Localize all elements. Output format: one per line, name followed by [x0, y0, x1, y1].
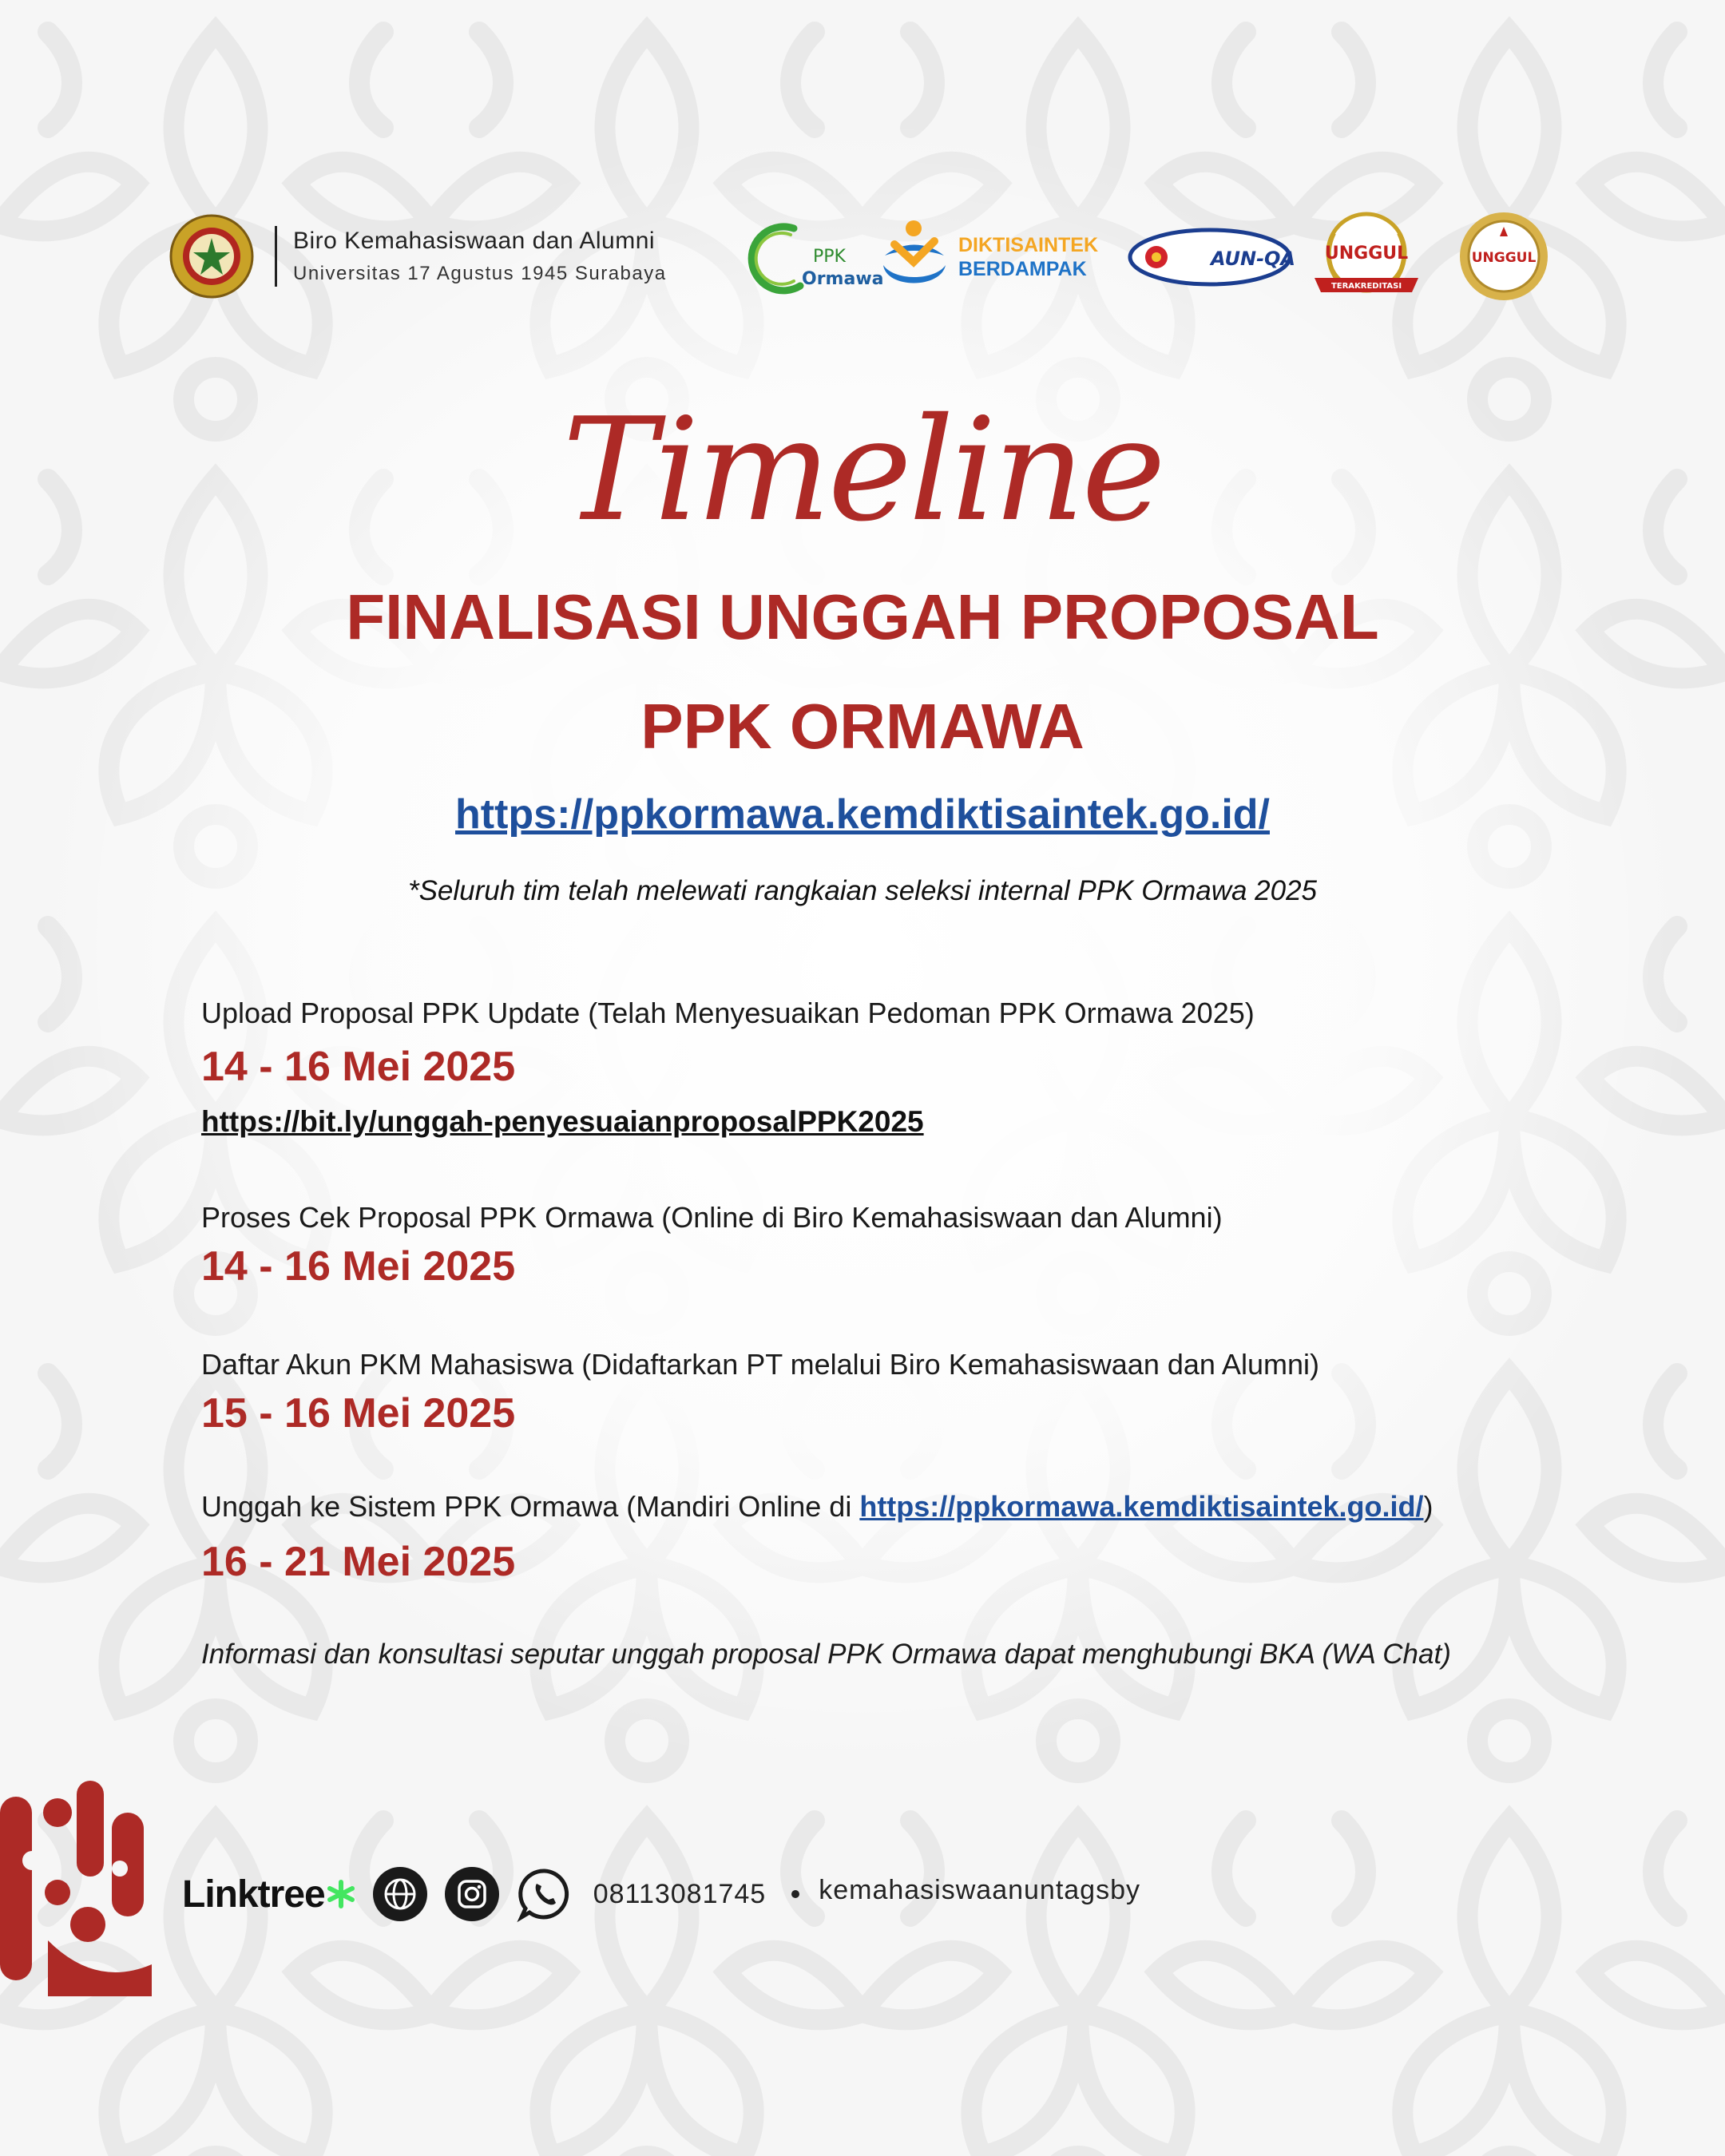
main-title-line1: FINALISASI UNGGAH PROPOSAL — [346, 581, 1379, 652]
university-block — [169, 214, 667, 299]
timeline-item-date: 14 - 16 Mei 2025 — [201, 1044, 516, 1090]
whatsapp-icon[interactable] — [517, 1866, 573, 1922]
instagram-icon — [456, 1878, 488, 1910]
aun-qa-logo — [1128, 225, 1296, 289]
globe-icon — [383, 1877, 418, 1912]
university-name: Universitas 17 Agustus 1945 Surabaya — [293, 263, 667, 284]
instagram-button[interactable] — [445, 1867, 499, 1921]
selection-note: *Seluruh tim telah melewati rangkaian seleksi internal PPK Ormawa 2025 — [407, 875, 1318, 906]
contact-info-note: Informasi dan konsultasi seputar unggah proposal PPK Ormawa dapat menghubungi BKA (WA Chat) — [201, 1639, 1451, 1670]
timeline-item-label: Daftar Akun PKM Mahasiswa (Didaftarkan PT melalui Biro Kemahasiswaan dan Alumni) — [201, 1348, 1319, 1381]
website-button[interactable] — [373, 1867, 427, 1921]
unggul-seal-text: UNGGUL — [1471, 250, 1537, 266]
label-prefix: Unggah ke Sistem PPK Ormawa (Mandiri Online di — [201, 1490, 860, 1523]
upload-proposal-link[interactable]: https://bit.ly/unggah-penyesuaianproposalPPK2025 — [201, 1105, 924, 1138]
aun-qa-text: AUN-QA — [1211, 248, 1296, 270]
institution-name: Biro Kemahasiswaan dan Alumni — [293, 228, 656, 254]
linktree-logo[interactable] — [182, 1873, 355, 1916]
main-title-line2: PPK ORMAWA — [640, 691, 1085, 762]
diktisaintek-logo — [878, 217, 1110, 294]
unggul-accreditation-badge — [1310, 209, 1423, 305]
unggul-ribbon-text: TERAKREDITASI — [1330, 282, 1402, 291]
batik-ornament — [0, 1781, 152, 1996]
timeline-item-date: 15 - 16 Mei 2025 — [201, 1390, 516, 1437]
separator-dot — [791, 1890, 799, 1898]
timeline-item-label — [201, 1490, 1433, 1524]
phone-number[interactable]: 08113081745 — [593, 1878, 767, 1909]
ppk-portal-inline-link[interactable]: https://ppkormawa.kemdiktisaintek.go.id/ — [859, 1490, 1424, 1523]
dikti-line1: DIKTISAINTEK — [958, 234, 1098, 256]
timeline-item-date: 16 - 21 Mei 2025 — [201, 1539, 516, 1585]
label-suffix: ) — [1423, 1490, 1434, 1523]
header — [169, 209, 1559, 313]
social-handle[interactable]: kemahasiswaanuntagsby — [819, 1874, 1141, 1905]
header-divider — [275, 226, 277, 287]
ppk-portal-link[interactable]: https://ppkormawa.kemdiktisaintek.go.id/ — [455, 791, 1270, 838]
unggul-text: UNGGUL — [1324, 244, 1409, 264]
dikti-line2: BERDAMPAK — [958, 258, 1087, 280]
linktree-wordmark: Linktree — [182, 1873, 325, 1916]
linktree-asterisk-icon — [327, 1880, 355, 1908]
ppk-logo-text: PPK — [813, 247, 846, 267]
timeline-item-date: 14 - 16 Mei 2025 — [201, 1243, 516, 1290]
timeline-item-label: Upload Proposal PPK Update (Telah Menyesuaikan Pedoman PPK Ormawa 2025) — [201, 997, 1255, 1029]
ppk-logo-subtext: Ormawa — [802, 269, 884, 289]
unggul-seal-badge — [1457, 209, 1551, 303]
timeline-script-title: Timeline — [562, 387, 1163, 553]
ppk-ormawa-logo — [744, 217, 884, 297]
timeline-item-label: Proses Cek Proposal PPK Ormawa (Online di Biro Kemahasiswaan dan Alumni) — [201, 1201, 1223, 1234]
footer-contacts — [182, 1865, 1140, 1923]
diktisaintek-emblem-icon — [878, 217, 950, 294]
university-seal-icon — [169, 214, 254, 299]
